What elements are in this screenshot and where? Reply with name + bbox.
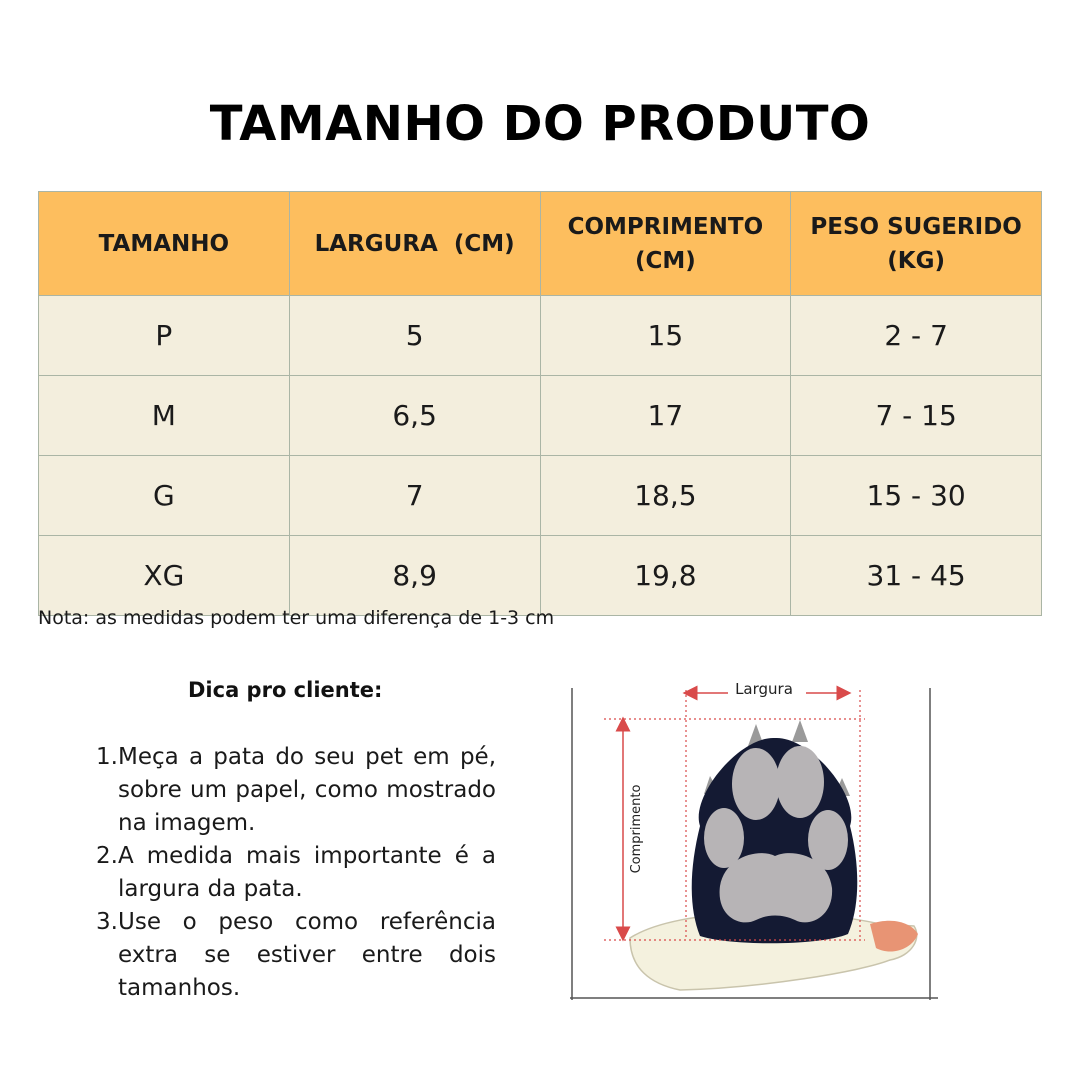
cell-length: 17 <box>540 376 791 456</box>
tips-title: Dica pro cliente: <box>188 678 383 702</box>
width-label: Largura <box>735 680 793 698</box>
paw-nail <box>792 720 808 742</box>
main-pad <box>720 853 833 922</box>
header-comprimento: COMPRIMENTO (CM) <box>540 192 791 296</box>
list-item-text: A medida mais importante é a largura da pata. <box>118 843 496 902</box>
cell-width: 5 <box>289 296 540 376</box>
table-header-row <box>39 192 1042 296</box>
table-row <box>39 376 1042 456</box>
list-item <box>96 840 496 906</box>
toe-pad <box>704 808 744 868</box>
toe-pad <box>732 748 780 820</box>
cell-length: 15 <box>540 296 791 376</box>
tips-list <box>96 741 496 1005</box>
table-row <box>39 296 1042 376</box>
cell-size: M <box>39 376 290 456</box>
cell-length: 18,5 <box>540 456 791 536</box>
cell-size: G <box>39 456 290 536</box>
cell-size: P <box>39 296 290 376</box>
table-row <box>39 536 1042 616</box>
cell-weight: 7 - 15 <box>791 376 1042 456</box>
cell-width: 6,5 <box>289 376 540 456</box>
list-item <box>96 741 496 840</box>
list-item-text: Use o peso como referência extra se estiver entre dois tamanhos. <box>118 909 496 1001</box>
cell-weight: 15 - 30 <box>791 456 1042 536</box>
measurement-note: Nota: as medidas podem ter uma diferença de 1-3 cm <box>38 607 555 629</box>
table-row <box>39 456 1042 536</box>
cell-width: 7 <box>289 456 540 536</box>
header-tamanho: TAMANHO <box>39 192 290 296</box>
header-peso: PESO SUGERIDO (KG) <box>791 192 1042 296</box>
toe-pad <box>776 746 824 818</box>
list-item-number: 2. <box>96 843 118 869</box>
page-title: TAMANHO DO PRODUTO <box>209 96 871 152</box>
list-item-number: 3. <box>96 909 118 935</box>
list-item-text: Meça a pata do seu pet em pé, sobre um papel, como mostrado na imagem. <box>118 744 496 836</box>
list-item-number: 1. <box>96 744 118 770</box>
header-largura: LARGURA (CM) <box>289 192 540 296</box>
cell-size: XG <box>39 536 290 616</box>
paw-measurement-diagram <box>560 676 945 1006</box>
cell-weight: 2 - 7 <box>791 296 1042 376</box>
cell-length: 19,8 <box>540 536 791 616</box>
list-item <box>96 906 496 1005</box>
cell-width: 8,9 <box>289 536 540 616</box>
size-table <box>38 191 1042 616</box>
cell-weight: 31 - 45 <box>791 536 1042 616</box>
length-label: Comprimento <box>629 784 644 874</box>
